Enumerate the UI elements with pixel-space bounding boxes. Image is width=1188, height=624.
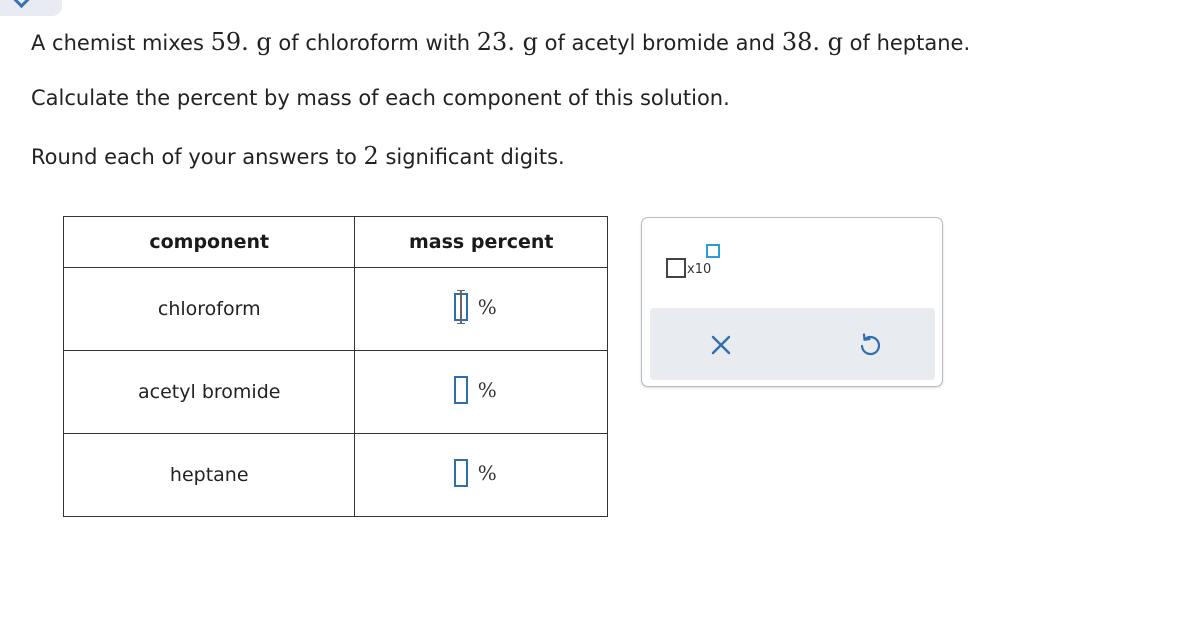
table-row bbox=[64, 268, 608, 351]
clear-button[interactable] bbox=[706, 330, 736, 360]
header-mass-percent: mass percent bbox=[355, 217, 608, 268]
heptane-percent-input[interactable] bbox=[454, 459, 468, 487]
text-fragment: of chloroform with bbox=[271, 31, 477, 55]
answer-cell bbox=[355, 351, 608, 434]
answer-cell bbox=[355, 268, 608, 351]
text-fragment: significant digits. bbox=[378, 145, 565, 169]
percent-unit: % bbox=[477, 460, 497, 485]
component-heptane: heptane bbox=[64, 434, 355, 517]
chloroform-percent-input[interactable] bbox=[454, 293, 468, 321]
component-chloroform: chloroform bbox=[64, 268, 355, 351]
question-line-instruction: Calculate the percent by mass of each component of this solution. bbox=[31, 86, 730, 110]
answer-table bbox=[63, 216, 608, 517]
header-component: component bbox=[64, 217, 355, 268]
chevron-down-icon bbox=[11, 0, 32, 8]
undo-button[interactable] bbox=[855, 330, 885, 360]
table-row bbox=[64, 351, 608, 434]
table-header-row bbox=[64, 217, 608, 268]
percent-unit: % bbox=[477, 377, 497, 402]
sci-notation-icon bbox=[666, 258, 686, 278]
text-fragment: of heptane. bbox=[842, 31, 971, 55]
answer-cell bbox=[355, 434, 608, 517]
percent-unit: % bbox=[477, 294, 497, 319]
acetyl-bromide-mass: 23. bbox=[476, 28, 515, 56]
question-line-masses bbox=[31, 28, 970, 56]
unit-g: g bbox=[819, 28, 843, 56]
text-fragment: of acetyl bromide and bbox=[537, 31, 782, 55]
unit-g: g bbox=[514, 28, 538, 56]
question-line-rounding bbox=[31, 142, 565, 170]
answer-tools-panel bbox=[641, 217, 943, 387]
chloroform-mass: 59. bbox=[210, 28, 249, 56]
heptane-mass: 38. bbox=[781, 28, 820, 56]
undo-icon bbox=[855, 330, 885, 360]
collapse-tab[interactable] bbox=[0, 0, 62, 16]
sci-notation-button[interactable] bbox=[666, 244, 718, 280]
exponent-box-icon bbox=[706, 244, 720, 258]
component-acetyl-bromide: acetyl bromide bbox=[64, 351, 355, 434]
sci-notation-label: x10 bbox=[687, 262, 712, 277]
text-fragment: Round each of your answers to bbox=[31, 145, 364, 169]
unit-g: g bbox=[248, 28, 272, 56]
tool-bar bbox=[650, 308, 935, 380]
table-row bbox=[64, 434, 608, 517]
text-fragment: A chemist mixes bbox=[31, 31, 211, 55]
close-icon bbox=[706, 330, 736, 360]
significant-digits-count: 2 bbox=[363, 142, 379, 170]
acetyl-bromide-percent-input[interactable] bbox=[454, 376, 468, 404]
